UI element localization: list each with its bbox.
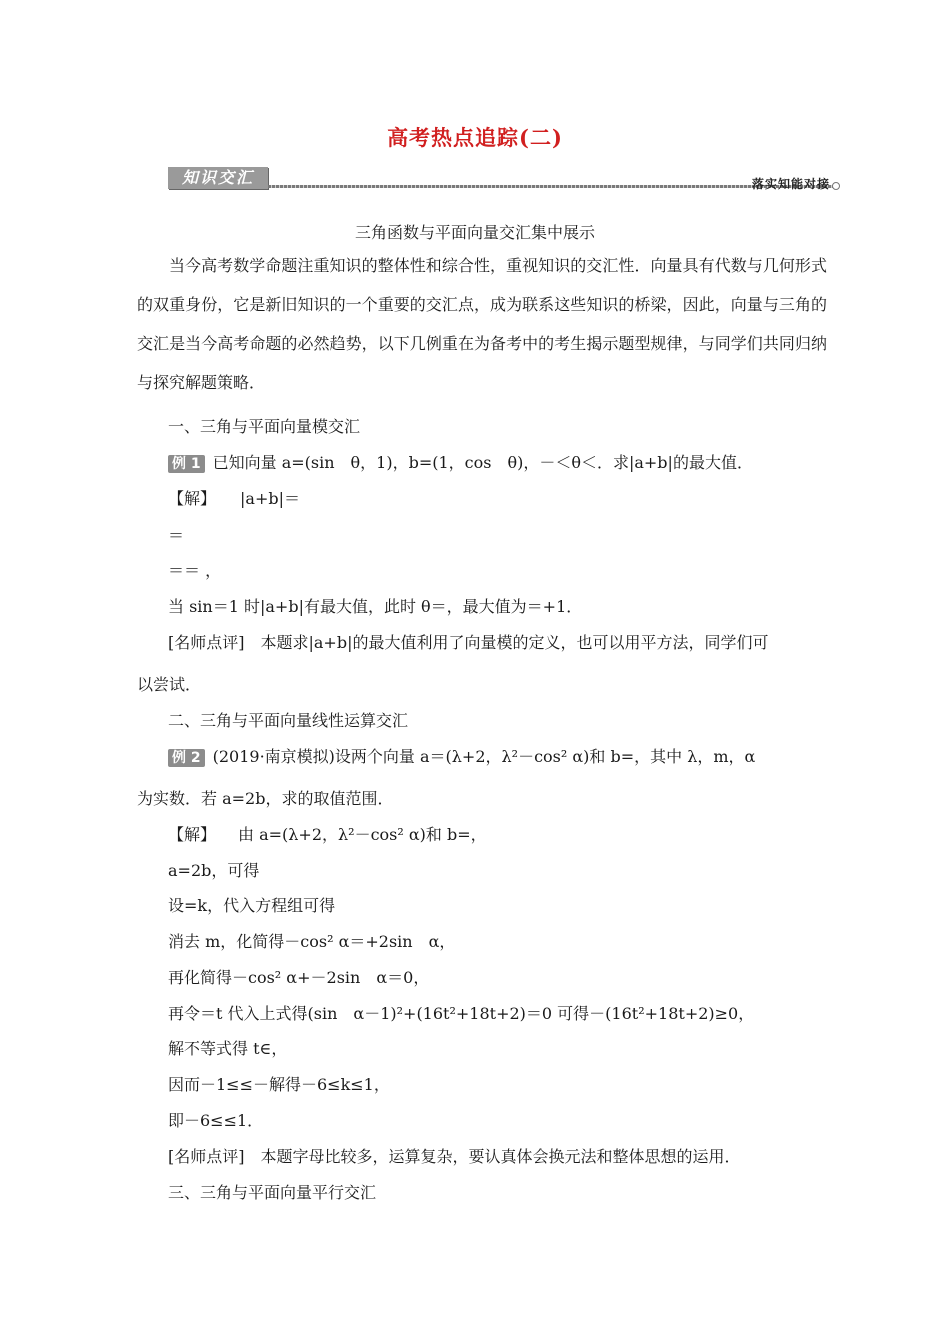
example-2-text: (2019·南京模拟)设两个向量 a＝(λ+2，λ²－cos² α)和 b=，其中 λ，m，α [212, 747, 756, 766]
example-2-solution-line-3: 设=k，代入方程组可得 [168, 896, 336, 915]
solution-expression: 由 a=(λ+2，λ²－cos² α)和 b=， [238, 825, 487, 844]
example-badge: 例 2 [168, 749, 205, 767]
example-2-solution-line-4: 消去 m，化简得－cos² α＝+2sin α， [168, 932, 456, 951]
example-1-solution-line-3: ＝＝ ， [168, 561, 222, 580]
section-banner [168, 165, 840, 193]
example-2-solution-line-1 [168, 822, 487, 845]
banner-divider [268, 185, 834, 188]
example-2-solution-line-2: a=2b，可得 [168, 861, 260, 880]
example-1-question [168, 450, 753, 473]
circle-icon [832, 182, 840, 190]
example-1-solution-line-4: 当 sin＝1 时|a+b|有最大值，此时 θ＝，最大值为＝+1． [168, 597, 583, 616]
banner-tag: 知识交汇 [168, 167, 268, 189]
example-1-solution-line-1 [168, 486, 300, 509]
example-1-comment: [名师点评] 本题求|a+b|的最大值利用了向量模的定义，也可以用平方法，同学们可 [168, 633, 769, 652]
example-2-question-continued: 为实数．若 a=2b，求的取值范围． [137, 789, 394, 808]
example-2-solution-line-8: 因而－1≤≤－解得－6≤k≤1， [168, 1075, 390, 1094]
solution-expression: |a+b|＝ [240, 489, 300, 508]
example-2-solution-line-6: 再令＝t 代入上式得(sin α－1)²+(16t²+18t+2)＝0 可得－(16t²+18t+2)≥0， [168, 1004, 755, 1023]
page-title: 高考热点追踪(二) [387, 125, 563, 150]
section-heading-1: 一、三角与平面向量模交汇 [168, 417, 361, 436]
example-2-solution-line-9: 即－6≤≤1． [168, 1111, 264, 1130]
example-1-solution-line-2: ＝ [168, 526, 185, 545]
solution-label: 【解】 [168, 489, 217, 508]
example-1-text: 已知向量 a=(sin θ，1)，b=(1，cos θ)，－＜θ＜．求|a+b|的最大值． [212, 453, 753, 472]
example-2-solution-line-5: 再化简得－cos² α+－2sin α＝0， [168, 968, 430, 987]
section-heading-2: 二、三角与平面向量线性运算交汇 [168, 711, 409, 730]
banner-right-label: 落实知能对接 [751, 177, 830, 191]
example-1-comment-continued: 以尝试． [137, 675, 202, 694]
example-badge: 例 1 [168, 455, 205, 473]
section-heading-3: 三、三角与平面向量平行交汇 [168, 1183, 377, 1202]
example-2-solution-line-7: 解不等式得 t∈， [168, 1039, 288, 1058]
subtitle: 三角函数与平面向量交汇集中展示 [354, 223, 595, 242]
example-2-question [168, 744, 755, 767]
example-2-comment: [名师点评] 本题字母比较多，运算复杂，要认真体会换元法和整体思想的运用． [168, 1147, 741, 1166]
solution-label: 【解】 [168, 825, 217, 844]
intro-paragraph: 当今高考数学命题注重知识的整体性和综合性，重视知识的交汇性．向量具有代数与几何形式的双重身份，它是新旧知识的一个重要的交汇点，成为联系这些知识的桥梁，因此，向量与三角的交汇是当今高考命题的必然趋势，以下几例重在为备考中的考生揭示题型规律，与同学们共同归纳与探究解题策略． [137, 256, 827, 392]
